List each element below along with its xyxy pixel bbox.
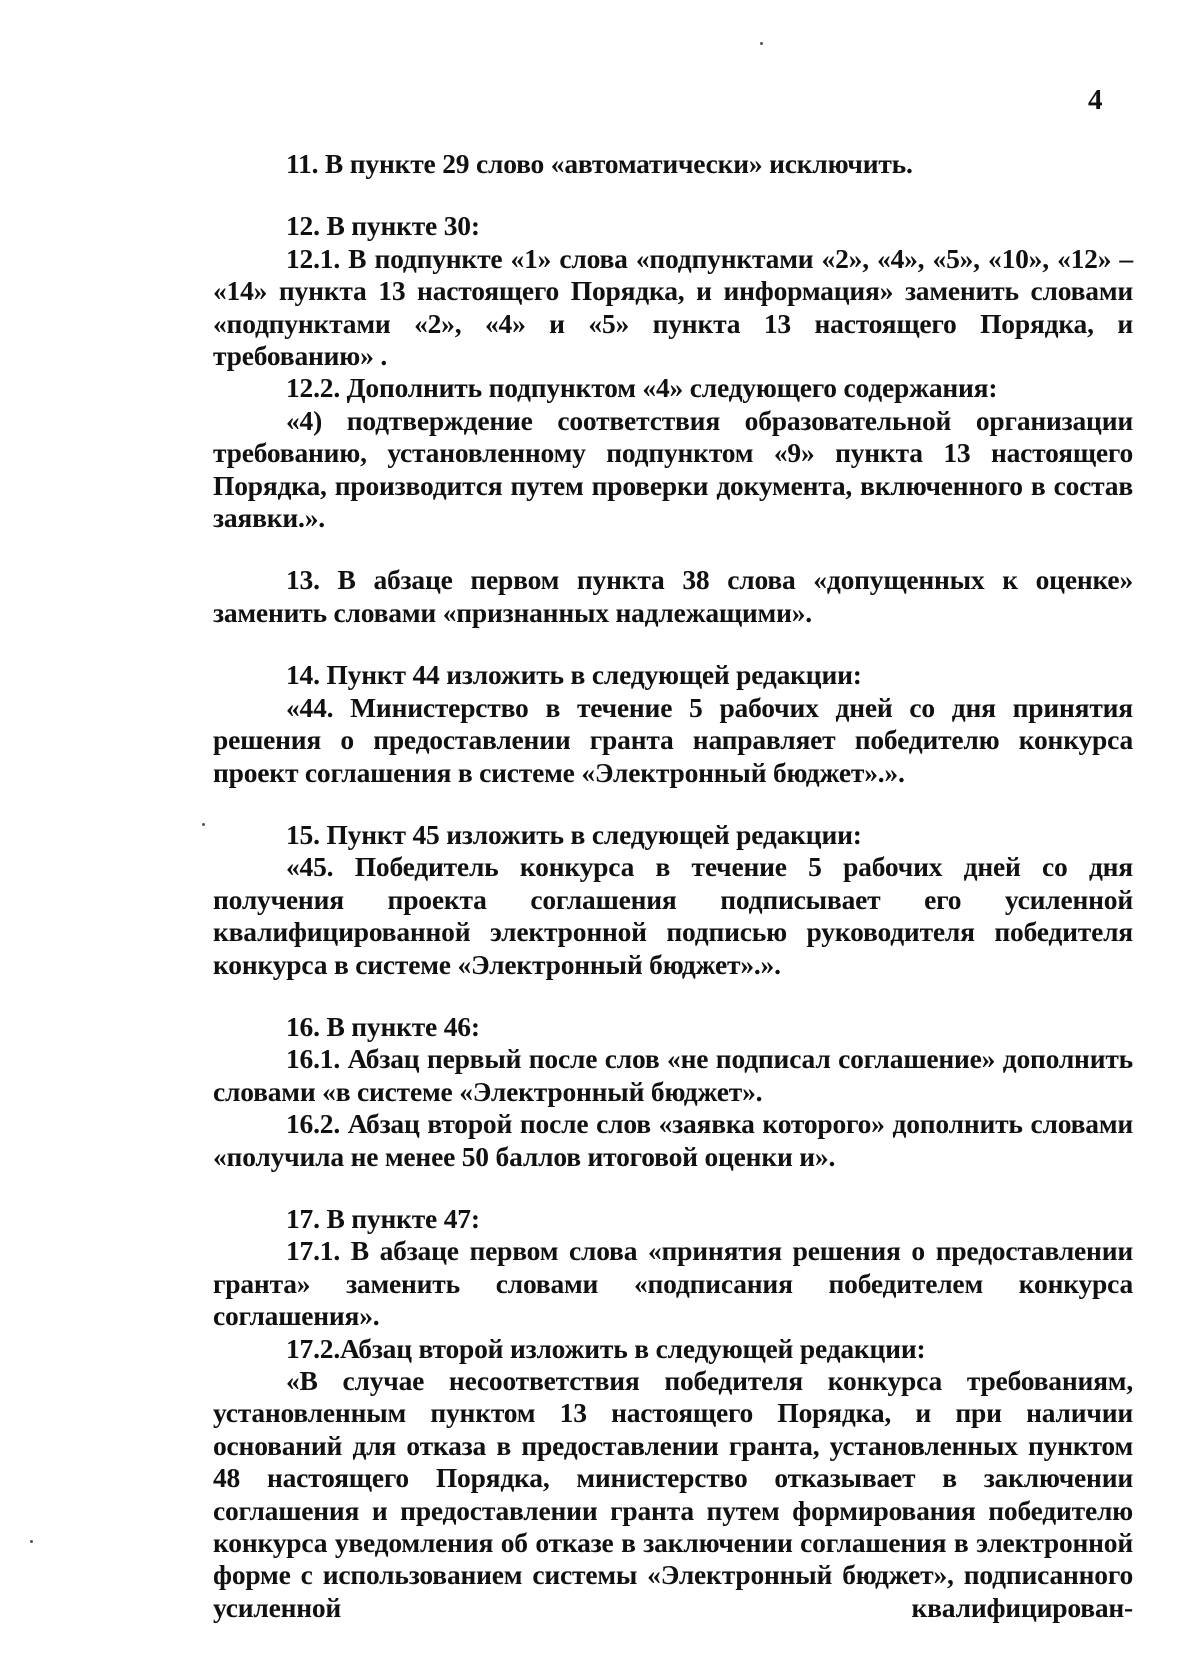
scan-speck: [30, 1540, 33, 1543]
document-body: [213, 148, 1133, 1624]
paragraph-item-15: 15. Пункт 45 изложить в следующей редакции:: [286, 818, 862, 850]
paragraph-item-14: 14. Пункт 44 изложить в следующей редакции:: [286, 659, 862, 691]
paragraph-item-17: 17. В пункте 47:: [286, 1202, 480, 1234]
paragraph-item-13: 13. В абзаце первом пункта 38 слова «допущенных к оценке» заменить словами «признанных надлежащими».: [213, 564, 1133, 628]
paragraph-quote-44: «44. Министерство в течение 5 рабочих дней со дня принятия решения о предоставлении гранта направляет победителю конкурса проект соглашения в системе «Электронный бюджет».».: [213, 691, 1133, 788]
paragraph-item-11: 11. В пункте 29 слово «автоматически» исключить.: [286, 148, 913, 179]
paragraph-item-16-1: 16.1. Абзац первый после слов «не подписал соглашение» дополнить словами «в системе «Электронный бюджет».: [213, 1043, 1133, 1107]
paragraph-item-16-2: 16.2. Абзац второй после слов «заявка которого» дополнить словами «получила не менее 50 баллов итоговой оценки и».: [213, 1108, 1133, 1172]
paragraph-item-12: 12. В пункте 30:: [286, 210, 480, 242]
paragraph-quote-45: «45. Победитель конкурса в течение 5 рабочих дней со дня получения проекта соглашения подписывает его усиленной квалифицированной электронной подписью руководителя победителя конкурса в системе «Электронный бюджет».».: [213, 851, 1133, 980]
page-number: 4: [1088, 84, 1103, 116]
scan-speck: [760, 42, 763, 45]
paragraph-item-17-1: 17.1. В абзаце первом слова «принятия решения о предоставлении гранта» заменить словами «подписания победителем конкурса соглашения».: [213, 1235, 1133, 1332]
paragraph-quote-12-2: «4) подтверждение соответствия образовательной организации требованию, установленному подпунктом «9» пункта 13 настоящего Порядка, производится путем проверки документа, включенного в состав заявки.».: [213, 404, 1133, 534]
paragraph-quote-17-2: «В случае несоответствия победителя конкурса требованиям, установленным пунктом 13 настоящего Порядка, и при наличии оснований для отказа в предоставлении гранта, установленных пунктом 48 настоящего Порядка, министерство отказывает в заключении соглашения и предоставлении гранта путем формирования победителю конкурса уведомления об отказе в заключении соглашения в электронной форме с использованием системы «Электронный бюджет», подписанного усиленной квалифицирован-: [213, 1365, 1133, 1623]
paragraph-item-12-2: 12.2. Дополнить подпунктом «4» следующего содержания:: [286, 372, 998, 404]
paragraph-item-12-1: 12.1. В подпункте «1» слова «подпунктами «2», «4», «5», «10», «12» – «14» пункта 13 настоящего Порядка, и информация» заменить словами «подпунктами «2», «4» и «5» пункта 13 настоящего Порядка, и требованию» .: [213, 242, 1133, 372]
paragraph-item-17-2: 17.2.Абзац второй изложить в следующей редакции:: [286, 1332, 926, 1364]
paragraph-item-16: 16. В пункте 46:: [286, 1010, 480, 1042]
scan-speck: [202, 823, 205, 826]
